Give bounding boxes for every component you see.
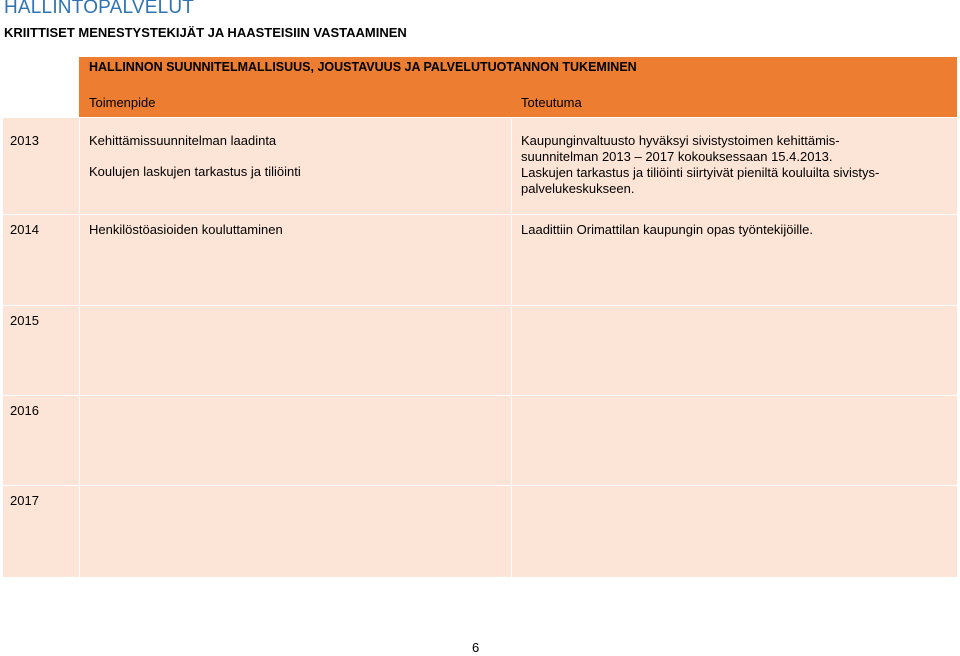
section-title-band: [79, 57, 957, 93]
header-empty-cell: [3, 93, 79, 117]
grid-line: [79, 118, 80, 577]
header-empty-cell: [3, 57, 79, 93]
row-action: Kehittämissuunnitelman laadinta: [89, 133, 277, 148]
grid-line: [3, 117, 957, 118]
document-title: HALLINTOPALVELUT: [4, 0, 195, 18]
row-result: Kaupunginvaltuusto hyväksyi sivistystoimen kehittämis-: [521, 133, 840, 148]
table-row: [3, 396, 957, 485]
table-section-header: [3, 57, 957, 93]
row-year: 2016: [10, 403, 39, 418]
table-row: [3, 215, 957, 305]
row-year: 2017: [10, 493, 39, 508]
row-action: Henkilöstöasioiden kouluttaminen: [89, 222, 283, 237]
row-result: palvelukeskukseen.: [521, 181, 635, 196]
column-header-action: Toimenpide: [89, 95, 156, 110]
row-year: 2015: [10, 313, 39, 328]
row-action: Koulujen laskujen tarkastus ja tiliöinti: [89, 164, 301, 179]
table-column-header: [3, 93, 957, 117]
row-result: Laadittiin Orimattilan kaupungin opas työntekijöille.: [521, 222, 813, 237]
outcomes-table: [3, 57, 957, 577]
row-year: 2013: [10, 133, 39, 148]
document-subtitle: KRIITTISET MENESTYSTEKIJÄT JA HAASTEISIIN VASTAAMINEN: [4, 25, 407, 40]
row-result: Laskujen tarkastus ja tiliöinti siirtyivät pieniltä kouluilta sivistys-: [521, 165, 880, 180]
grid-line: [511, 118, 512, 577]
column-header-band: [79, 93, 957, 117]
row-year: 2014: [10, 222, 39, 237]
table-row: [3, 118, 957, 214]
column-header-result: Toteutuma: [521, 95, 582, 110]
page-number: 6: [472, 640, 480, 655]
section-title: HALLINNON SUUNNITELMALLISUUS, JOUSTAVUUS JA PALVELUTUOTANNON TUKEMINEN: [89, 60, 637, 74]
table-row: [3, 486, 957, 577]
row-result: suunnitelman 2013 – 2017 kokouksessaan 15.4.2013.: [521, 149, 833, 164]
table-row: [3, 306, 957, 395]
